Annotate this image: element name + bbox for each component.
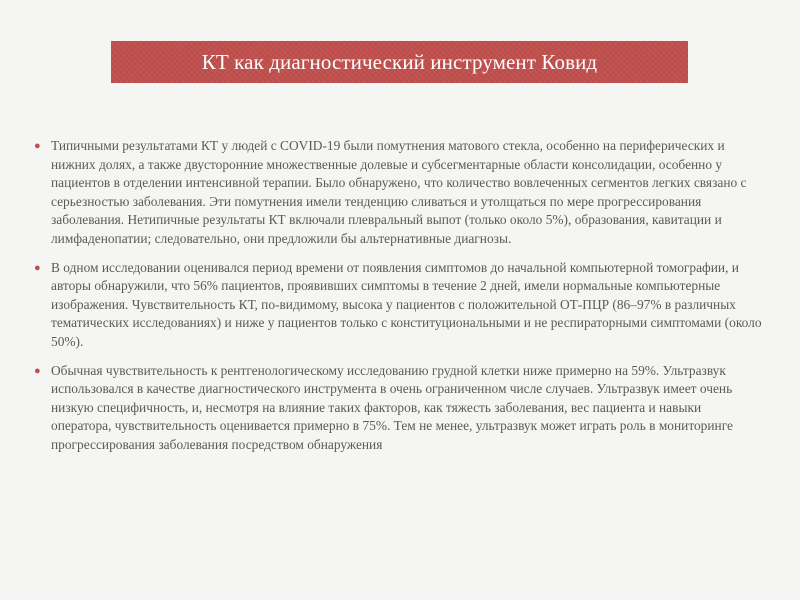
bullet-text: В одном исследовании оценивался период времени от появления симптомов до начальной компьютерной томографии, и авторы обнаружили, что 56% пациентов, проявивших симптомы в течение 2 дней, имели нормальные компьютерные изображения. Чувствительность КТ, по-видимому, высока у пациентов с положительной ОТ-ПЦР (86–97% в различных тематических исследованиях) и ниже у пациентов только с конституциональными и не респираторными симптомами (около 50%). [51,259,762,349]
bullet-text: Обычная чувствительность к рентгенологическому исследованию грудной клетки ниже примерно на 59%. Ультразвук использовался в качестве диагностического инструмента в очень ограниченном числе случаев. Ультразвук имеет очень низкую специфичность, и, несмотря на влияние таких факторов, как тяжесть заболевания, вес пациента и навыки оператора, чувствительность оценивается примерно в 75%. Тем не менее, ультразвук может играть роль в мониторинге прогрессирования заболевания посредством обнаружения [51,362,733,452]
slide-title: КТ как диагностический инструмент Ковид [201,49,598,74]
bullet-item-3 [34,362,764,455]
bullet-item-1 [34,137,764,249]
bullet-dot-icon: ● [34,140,41,152]
bullet-list [34,137,764,465]
bullet-dot-icon: ● [34,261,41,274]
bullet-text: Типичными результатами КТ у людей с COVID-19 были помутнения матового стекла, особенно на периферических и нижних долях, а также двусторонние множественные долевые и субсегментарные области консолидации, особенно у пациентов в отделении интенсивной терапии. Было обнаружено, что количество вовлеченных сегментов легких связано с серьезностью заболевания. Эти помутнения имели тенденцию сливаться и утолщаться по мере прогрессирования заболевания. Нетипичные результаты КТ включали плевральный выпот (только около 5%), образования, кавитации и лимфаденопатии; следовательно, они предложили бы альтернативные диагнозы. [51,138,747,246]
title-banner [111,41,688,83]
bullet-item-2 [34,259,764,352]
bullet-dot-icon: ● [34,364,41,377]
